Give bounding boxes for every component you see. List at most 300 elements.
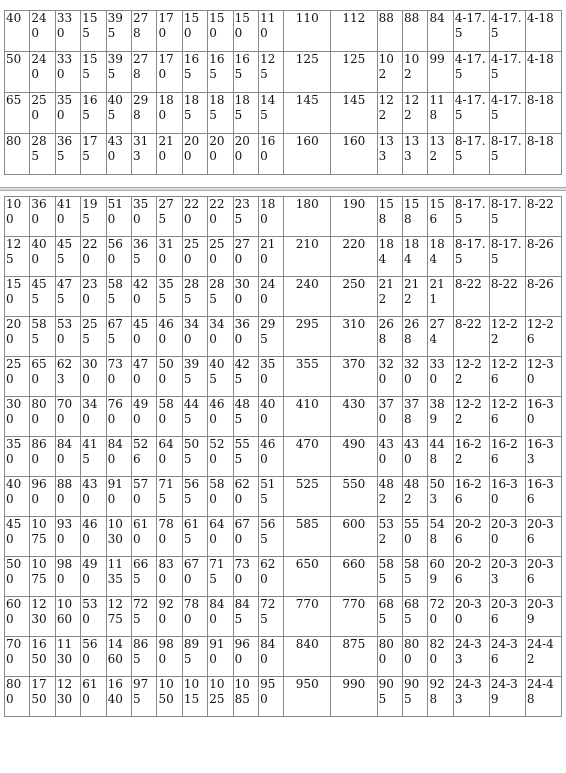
table-cell: 278 (132, 11, 157, 52)
table-cell: 950 (284, 677, 331, 717)
table-cell: 112 (331, 11, 378, 52)
table-cell: 460 (157, 317, 182, 357)
table-cell: 16-30 (489, 477, 525, 517)
table-cell: 430 (331, 397, 378, 437)
table-cell: 8-17.5 (453, 197, 489, 237)
table-cell: 928 (428, 677, 453, 717)
table-cell: 470 (284, 437, 331, 477)
table-cell: 905 (403, 677, 428, 717)
table-cell: 212 (403, 277, 428, 317)
table-cell: 184 (428, 237, 453, 277)
table-cell: 685 (403, 597, 428, 637)
table-cell: 268 (377, 317, 402, 357)
table-cell: 165 (208, 52, 233, 93)
table-cell: 715 (208, 557, 233, 597)
table-cell: 700 (55, 397, 80, 437)
table-cell: 548 (428, 517, 453, 557)
table-cell: 840 (208, 597, 233, 637)
table-cell: 460 (81, 517, 106, 557)
table-cell: 20-33 (489, 557, 525, 597)
table-cell: 125 (259, 52, 284, 93)
bottom-row-10 (5, 597, 562, 637)
table-cell: 370 (331, 357, 378, 397)
table-cell: 410 (284, 397, 331, 437)
table-cell: 20-36 (489, 597, 525, 637)
table-cell: 580 (208, 477, 233, 517)
data-table-top (4, 10, 562, 175)
table-cell: 8-22 (453, 277, 489, 317)
table-cell: 389 (428, 397, 453, 437)
table-cell: 200 (5, 317, 30, 357)
table-cell: 80 (5, 134, 30, 175)
table-cell: 450 (132, 317, 157, 357)
table-cell: 620 (259, 557, 284, 597)
table-cell: 285 (30, 134, 55, 175)
table-cell: 125 (5, 237, 30, 277)
table-cell: 16-26 (489, 437, 525, 477)
top-row-2 (5, 93, 562, 134)
table-cell: 313 (132, 134, 157, 175)
table-cell: 975 (132, 677, 157, 717)
table-cell: 1060 (55, 597, 80, 637)
table-cell: 555 (233, 437, 258, 477)
table-cell: 125 (331, 52, 378, 93)
table-cell: 160 (259, 134, 284, 175)
table-cell: 274 (428, 317, 453, 357)
table-cell: 278 (132, 52, 157, 93)
table-cell: 8-17.5 (489, 197, 525, 237)
table-cell: 4-18 (525, 11, 561, 52)
table-cell: 12-22 (489, 317, 525, 357)
table-cell: 1230 (55, 677, 80, 717)
table-cell: 255 (81, 317, 106, 357)
table-cell: 8-22 (489, 277, 525, 317)
table-cell: 132 (428, 134, 453, 175)
table-cell: 150 (233, 11, 258, 52)
table-cell: 430 (377, 437, 402, 477)
table-cell: 515 (259, 477, 284, 517)
table-cell: 526 (132, 437, 157, 477)
table-cell: 150 (182, 11, 207, 52)
table-cell: 170 (157, 11, 182, 52)
top-row-3 (5, 134, 562, 175)
table-cell: 400 (30, 237, 55, 277)
table-cell: 550 (331, 477, 378, 517)
table-cell: 24-33 (453, 677, 489, 717)
table-cell: 320 (377, 357, 402, 397)
table-cell: 1015 (182, 677, 207, 717)
table-cell: 865 (132, 637, 157, 677)
table-cell: 470 (132, 357, 157, 397)
table-cell: 20-36 (525, 517, 561, 557)
table-cell: 1275 (106, 597, 131, 637)
table-cell: 640 (208, 517, 233, 557)
table-cell: 370 (377, 397, 402, 437)
table-cell: 1640 (106, 677, 131, 717)
page-break-divider (0, 187, 566, 191)
table-cell: 270 (233, 237, 258, 277)
table-cell: 660 (331, 557, 378, 597)
table-cell: 250 (5, 357, 30, 397)
table-cell: 185 (182, 93, 207, 134)
bottom-row-12 (5, 677, 562, 717)
table-cell: 780 (182, 597, 207, 637)
table-cell: 503 (428, 477, 453, 517)
data-table-bottom (4, 196, 562, 717)
table-cell: 650 (30, 357, 55, 397)
table-cell: 610 (81, 677, 106, 717)
table-cell: 725 (259, 597, 284, 637)
table-cell: 490 (331, 437, 378, 477)
table-cell: 20-30 (489, 517, 525, 557)
table-cell: 395 (106, 52, 131, 93)
table-cell: 355 (157, 277, 182, 317)
table-cell: 360 (233, 317, 258, 357)
top-row-1 (5, 52, 562, 93)
table-cell: 160 (331, 134, 378, 175)
table-cell: 240 (259, 277, 284, 317)
table-cell: 430 (81, 477, 106, 517)
table-cell: 180 (284, 197, 331, 237)
table-cell: 210 (259, 237, 284, 277)
table-cell: 110 (259, 11, 284, 52)
table-cell: 1030 (106, 517, 131, 557)
table-cell: 268 (403, 317, 428, 357)
table-cell: 905 (377, 677, 402, 717)
table-cell: 180 (259, 197, 284, 237)
table-cell: 1460 (106, 637, 131, 677)
table-cell: 20-30 (453, 597, 489, 637)
table-cell: 1050 (157, 677, 182, 717)
bottom-row-6 (5, 437, 562, 477)
bottom-row-7 (5, 477, 562, 517)
table-cell: 8-18 (525, 134, 561, 175)
table-cell: 365 (132, 237, 157, 277)
table-cell: 880 (55, 477, 80, 517)
table-cell: 16-33 (525, 437, 561, 477)
table-cell: 340 (208, 317, 233, 357)
table-cell: 1085 (233, 677, 258, 717)
table-cell: 565 (182, 477, 207, 517)
table-cell: 160 (284, 134, 331, 175)
table-cell: 84 (428, 11, 453, 52)
table-cell: 20-26 (453, 517, 489, 557)
table-cell: 220 (208, 197, 233, 237)
table-cell: 24-33 (453, 637, 489, 677)
table-cell: 455 (30, 277, 55, 317)
table-cell: 910 (106, 477, 131, 517)
table-cell: 355 (284, 357, 331, 397)
table-cell: 800 (5, 677, 30, 717)
table-cell: 330 (428, 357, 453, 397)
table-cell: 770 (331, 597, 378, 637)
table-cell: 125 (284, 52, 331, 93)
table-cell: 600 (331, 517, 378, 557)
table-cell: 145 (259, 93, 284, 134)
table-cell: 585 (403, 557, 428, 597)
table-cell: 156 (428, 197, 453, 237)
table-cell: 133 (403, 134, 428, 175)
table-cell: 102 (377, 52, 402, 93)
table-cell: 16-22 (453, 437, 489, 477)
table-cell: 609 (428, 557, 453, 597)
table-cell: 550 (403, 517, 428, 557)
table-cell: 8-17.5 (453, 134, 489, 175)
table-cell: 670 (233, 517, 258, 557)
bottom-row-9 (5, 557, 562, 597)
table-cell: 240 (30, 52, 55, 93)
table-cell: 230 (81, 277, 106, 317)
table-cell: 4-17.5 (489, 52, 525, 93)
table-cell: 110 (284, 11, 331, 52)
table-cell: 88 (403, 11, 428, 52)
table-cell: 730 (106, 357, 131, 397)
table-cell: 610 (132, 517, 157, 557)
table-cell: 99 (428, 52, 453, 93)
table-cell: 585 (30, 317, 55, 357)
table-cell: 395 (182, 357, 207, 397)
table-cell: 20-39 (525, 597, 561, 637)
table-cell: 980 (157, 637, 182, 677)
table-cell: 8-17.5 (489, 237, 525, 277)
table-cell: 700 (5, 637, 30, 677)
table-cell: 830 (157, 557, 182, 597)
table-cell: 1230 (30, 597, 55, 637)
table-cell: 490 (81, 557, 106, 597)
table-cell: 150 (208, 11, 233, 52)
table-cell: 960 (233, 637, 258, 677)
table-cell: 250 (208, 237, 233, 277)
table-cell: 378 (403, 397, 428, 437)
table-cell: 8-22 (525, 197, 561, 237)
table-cell: 730 (233, 557, 258, 597)
table-cell: 585 (284, 517, 331, 557)
table-cell: 275 (157, 197, 182, 237)
table-cell: 670 (182, 557, 207, 597)
table-cell: 1075 (30, 517, 55, 557)
table-cell: 150 (5, 277, 30, 317)
table-cell: 295 (284, 317, 331, 357)
table-cell: 405 (208, 357, 233, 397)
table-cell: 184 (403, 237, 428, 277)
table-cell: 170 (157, 52, 182, 93)
table-cell: 400 (5, 477, 30, 517)
table-cell: 520 (208, 437, 233, 477)
table-cell: 165 (233, 52, 258, 93)
table-cell: 16-36 (525, 477, 561, 517)
table-cell: 12-30 (525, 357, 561, 397)
table-cell: 285 (182, 277, 207, 317)
bottom-row-11 (5, 637, 562, 677)
table-cell: 220 (81, 237, 106, 277)
table-cell: 820 (428, 637, 453, 677)
table-cell: 24-42 (525, 637, 561, 677)
table-cell: 300 (5, 397, 30, 437)
table-cell: 145 (331, 93, 378, 134)
table-cell: 165 (182, 52, 207, 93)
table-cell: 185 (208, 93, 233, 134)
table-cell: 505 (182, 437, 207, 477)
table-cell: 1650 (30, 637, 55, 677)
table-cell: 930 (55, 517, 80, 557)
table-cell: 190 (331, 197, 378, 237)
table-cell: 12-26 (489, 357, 525, 397)
table-cell: 24-36 (489, 637, 525, 677)
table-cell: 285 (208, 277, 233, 317)
table-cell: 980 (55, 557, 80, 597)
bottom-row-4 (5, 357, 562, 397)
table-cell: 298 (132, 93, 157, 134)
table-cell: 720 (428, 597, 453, 637)
table-cell: 4-17.5 (453, 11, 489, 52)
table-cell: 840 (55, 437, 80, 477)
table-cell: 400 (259, 397, 284, 437)
top-row-0 (5, 11, 562, 52)
table-cell: 165 (81, 93, 106, 134)
table-cell: 530 (55, 317, 80, 357)
table-cell: 350 (259, 357, 284, 397)
table-cell: 4-17.5 (489, 93, 525, 134)
table-cell: 133 (377, 134, 402, 175)
table-cell: 960 (30, 477, 55, 517)
table-cell: 430 (106, 134, 131, 175)
table-cell: 158 (377, 197, 402, 237)
table-cell: 585 (106, 277, 131, 317)
table-cell: 310 (157, 237, 182, 277)
table-cell: 840 (284, 637, 331, 677)
table-cell: 4-17.5 (489, 11, 525, 52)
table-cell: 4-17.5 (453, 52, 489, 93)
bottom-row-5 (5, 397, 562, 437)
table-cell: 8-18 (525, 93, 561, 134)
table-cell: 665 (132, 557, 157, 597)
table-cell: 200 (233, 134, 258, 175)
table-cell: 295 (259, 317, 284, 357)
table-cell: 525 (284, 477, 331, 517)
table-cell: 100 (5, 197, 30, 237)
table-cell: 895 (182, 637, 207, 677)
table-cell: 220 (182, 197, 207, 237)
table-cell: 420 (132, 277, 157, 317)
table-cell: 250 (331, 277, 378, 317)
table-cell: 460 (208, 397, 233, 437)
table-cell: 510 (106, 197, 131, 237)
table-cell: 860 (30, 437, 55, 477)
table-cell: 395 (106, 11, 131, 52)
table-cell: 195 (81, 197, 106, 237)
table-cell: 580 (157, 397, 182, 437)
table-cell: 8-26 (525, 237, 561, 277)
table-cell: 8-17.5 (489, 134, 525, 175)
table-cell: 410 (55, 197, 80, 237)
table-cell: 65 (5, 93, 30, 134)
table-cell: 800 (377, 637, 402, 677)
table-cell: 485 (233, 397, 258, 437)
table-cell: 1130 (55, 637, 80, 677)
table-cell: 20-26 (453, 557, 489, 597)
table-cell: 600 (5, 597, 30, 637)
table-cell: 300 (81, 357, 106, 397)
table-cell: 145 (284, 93, 331, 134)
table-cell: 340 (81, 397, 106, 437)
table-cell: 715 (157, 477, 182, 517)
table-cell: 1075 (30, 557, 55, 597)
table-cell: 8-17.5 (453, 237, 489, 277)
table-cell: 1750 (30, 677, 55, 717)
table-cell: 685 (377, 597, 402, 637)
table-cell: 155 (81, 52, 106, 93)
table-cell: 12-22 (453, 397, 489, 437)
table-cell: 570 (132, 477, 157, 517)
table-cell: 12-26 (525, 317, 561, 357)
table-cell: 40 (5, 11, 30, 52)
table-cell: 210 (157, 134, 182, 175)
table-cell: 560 (106, 237, 131, 277)
table-cell: 212 (377, 277, 402, 317)
table-cell: 50 (5, 52, 30, 93)
table-cell: 330 (55, 52, 80, 93)
table-cell: 560 (81, 637, 106, 677)
table-cell: 8-22 (453, 317, 489, 357)
table-cell: 122 (377, 93, 402, 134)
table-cell: 185 (233, 93, 258, 134)
table-cell: 24-48 (525, 677, 561, 717)
table-cell: 240 (30, 11, 55, 52)
table-cell: 585 (377, 557, 402, 597)
bottom-row-2 (5, 277, 562, 317)
table-cell: 450 (5, 517, 30, 557)
table-cell: 8-26 (525, 277, 561, 317)
table-cell: 482 (403, 477, 428, 517)
table-cell: 800 (403, 637, 428, 677)
table-cell: 200 (208, 134, 233, 175)
table-cell: 910 (208, 637, 233, 677)
table-cell: 875 (331, 637, 378, 677)
table-cell: 20-36 (525, 557, 561, 597)
table-cell: 175 (81, 134, 106, 175)
table-cell: 330 (55, 11, 80, 52)
table-cell: 800 (30, 397, 55, 437)
table-cell: 158 (403, 197, 428, 237)
table-cell: 184 (377, 237, 402, 277)
table-cell: 990 (331, 677, 378, 717)
table-cell: 500 (157, 357, 182, 397)
table-cell: 16-30 (525, 397, 561, 437)
table-cell: 430 (403, 437, 428, 477)
table-cell: 532 (377, 517, 402, 557)
table-cell: 250 (30, 93, 55, 134)
table-cell: 840 (106, 437, 131, 477)
table-cell: 4-18 (525, 52, 561, 93)
table-cell: 235 (233, 197, 258, 237)
table-cell: 1135 (106, 557, 131, 597)
table-cell: 118 (428, 93, 453, 134)
table-cell: 220 (331, 237, 378, 277)
table-cell: 565 (259, 517, 284, 557)
table-cell: 310 (331, 317, 378, 357)
table-cell: 500 (5, 557, 30, 597)
table-cell: 780 (157, 517, 182, 557)
table-cell: 155 (81, 11, 106, 52)
table-cell: 350 (5, 437, 30, 477)
table-cell: 770 (284, 597, 331, 637)
table-cell: 425 (233, 357, 258, 397)
table-cell: 760 (106, 397, 131, 437)
table-cell: 675 (106, 317, 131, 357)
table-cell: 445 (182, 397, 207, 437)
table-cell: 650 (284, 557, 331, 597)
table-cell: 490 (132, 397, 157, 437)
